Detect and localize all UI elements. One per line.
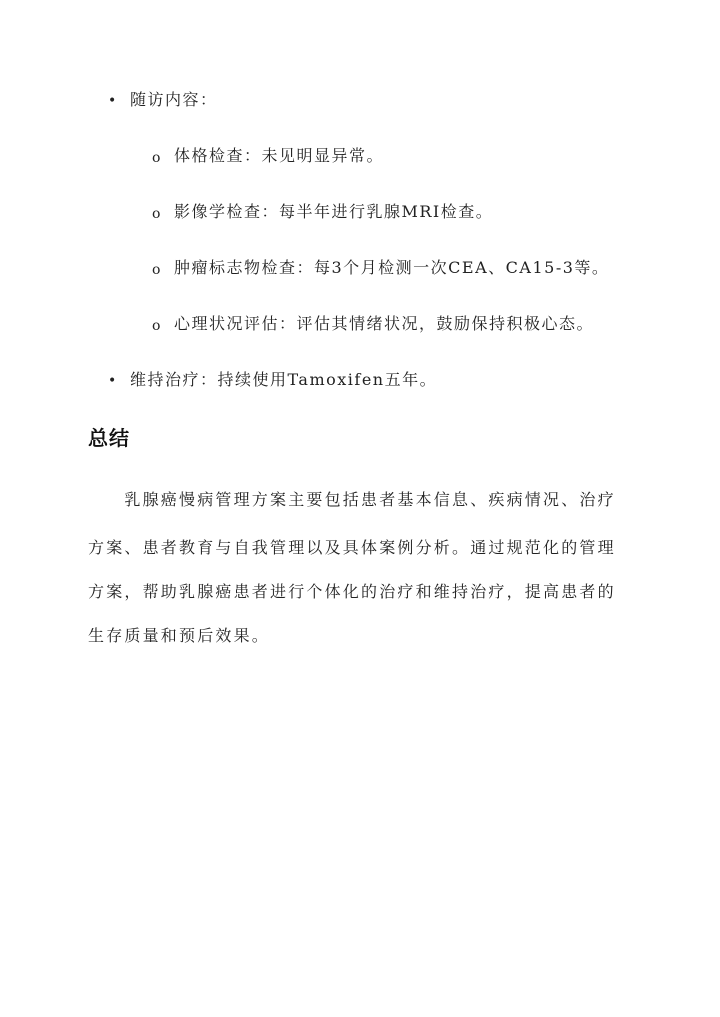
circle-bullet: o [152,262,161,278]
bullet-dot: • [108,373,117,389]
followup-item-imaging: 影像学检查：每半年进行乳腺MRI检查。 [174,202,494,221]
circle-bullet: o [152,150,161,166]
maintenance-label: 维持治疗：持续使用Tamoxifen五年。 [130,370,438,389]
followup-item-physical: 体格检查：未见明显异常。 [174,146,385,165]
summary-line-2: 方案、患者教育与自我管理以及具体案例分析。通过规范化的管理 [88,538,616,557]
summary-line-4: 生存质量和预后效果。 [88,626,271,645]
followup-label: 随访内容： [130,90,218,109]
bullet-dot: • [108,93,117,109]
circle-bullet: o [152,318,161,334]
followup-item-psych: 心理状况评估：评估其情绪状况，鼓励保持积极心态。 [174,314,595,333]
summary-heading: 总结 [88,426,130,450]
summary-line-1: 乳腺癌慢病管理方案主要包括患者基本信息、疾病情况、治疗 [88,490,616,509]
circle-bullet: o [152,206,161,222]
followup-item-markers: 肿瘤标志物检查：每3个月检测一次CEA、CA15-3等。 [174,258,610,277]
summary-line-3: 方案，帮助乳腺癌患者进行个体化的治疗和维持治疗，提高患者的 [88,582,616,601]
